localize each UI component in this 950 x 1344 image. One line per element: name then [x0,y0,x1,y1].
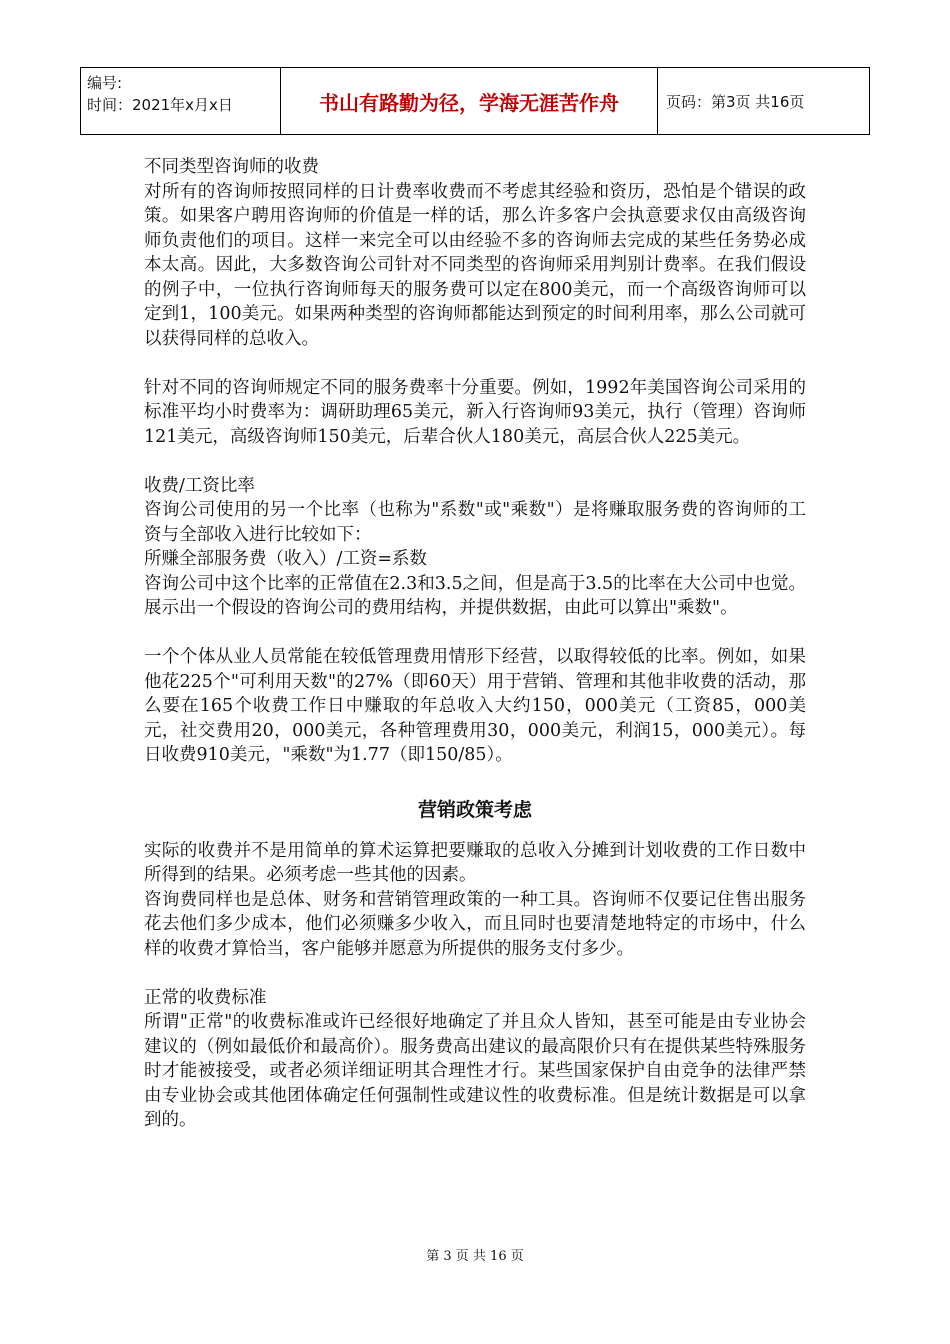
section-title: 不同类型咨询师的收费 [144,157,319,177]
document-body [144,155,806,1133]
page-footer: 第 3 页 共 16 页 [426,1249,524,1264]
page-header [80,67,870,135]
paragraph: 咨询费同样也是总体、财务和营销管理政策的一种工具。咨询师不仅要记住售出服务花去他们多少成本，他们必须赚多少收入，而且同时也要清楚地特定的市场中，什么样的收费才算恰当，客户能够并愿意为所提供的服务支付多少。 [144,889,806,959]
paragraph: 对所有的咨询师按照同样的日计费率收费而不考虑其经验和资历，恐怕是个错误的政策。如果客户聘用咨询师的价值是一样的话，那么许多客户会执意要求仅由高级咨询师负责他们的项目。这样一来完全可以由经验不多的咨询师去完成的某些任务势必成本太高。因此，大多数咨询公司针对不同类型的咨询师采用判别计费率。在我们假设的例子中，一位执行咨询师每天的服务费可以定在800美元，而一个高级咨询师可以定到1，100美元。如果两种类型的咨询师都能达到预定的时间利用率，那么公司就可以获得同样的总收入。 [144,181,806,349]
header-motto: 书山有路勤为径，学海无涯苦作舟 [281,68,658,134]
section-heading: 营销政策考虑 [417,799,532,821]
section-title: 正常的收费标准 [144,987,267,1008]
code-label: 编号: [87,74,123,92]
paragraph: 一个个体从业人员常能在较低管理费用情形下经营，以取得较低的比率。例如，如果他花225个"可利用天数"的27%（即60天）用于营销、管理和其他非收费的活动，那么要在165个收费工作日中赚取的年总收入大约150，000美元（工资85，000美元，社交费用20，000美元，各种管理费用30，000美元，利润15，000美元）。每日收费910美元，"乘数"为1.77（即150/85）。 [144,647,806,765]
paragraph: 实际的收费并不是用简单的算术运算把要赚取的总收入分摊到计划收费的工作日数中所得到的结果。必须考虑一些其他的因素。 [144,840,806,885]
header-meta [81,68,281,134]
paragraph: 所谓"正常"的收费标准或许已经很好地确定了并且众人皆知，甚至可能是由专业协会建议的（例如最低价和最高价）。服务费高出建议的最高限价只有在提供某些特殊服务时才能被接受，或者必须详细证明其合理性才行。某些国家保护自由竞争的法律严禁由专业协会或其他团体确定任何强制性或建议性的收费标准。但是统计数据是可以拿到的。 [144,1012,806,1130]
paragraph: 咨询公司中这个比率的正常值在2.3和3.5之间，但是高于3.5的比率在大公司中也觉。展示出一个假设的咨询公司的费用结构，并提供数据，由此可以算出"乘数"。 [144,573,806,618]
paragraph: 针对不同的咨询师规定不同的服务费率十分重要。例如，1992年美国咨询公司采用的标准平均小时费率为：调研助理65美元，新入行咨询师93美元，执行（管理）咨询师121美元，高级咨询师150美元，后辈合伙人180美元，高层合伙人225美元。 [144,377,806,447]
formula-line: 所赚全部服务费（收入）/工资=系数 [144,549,428,569]
date-line: 时间：2021年x月x日 [87,96,233,114]
section-title: 收费/工资比率 [144,475,255,496]
paragraph: 咨询公司使用的另一个比率（也称为"系数"或"乘数"）是将赚取服务费的咨询师的工资与全部收入进行比较如下： [144,500,806,545]
header-page-info: 页码：第3页 共16页 [666,92,805,111]
